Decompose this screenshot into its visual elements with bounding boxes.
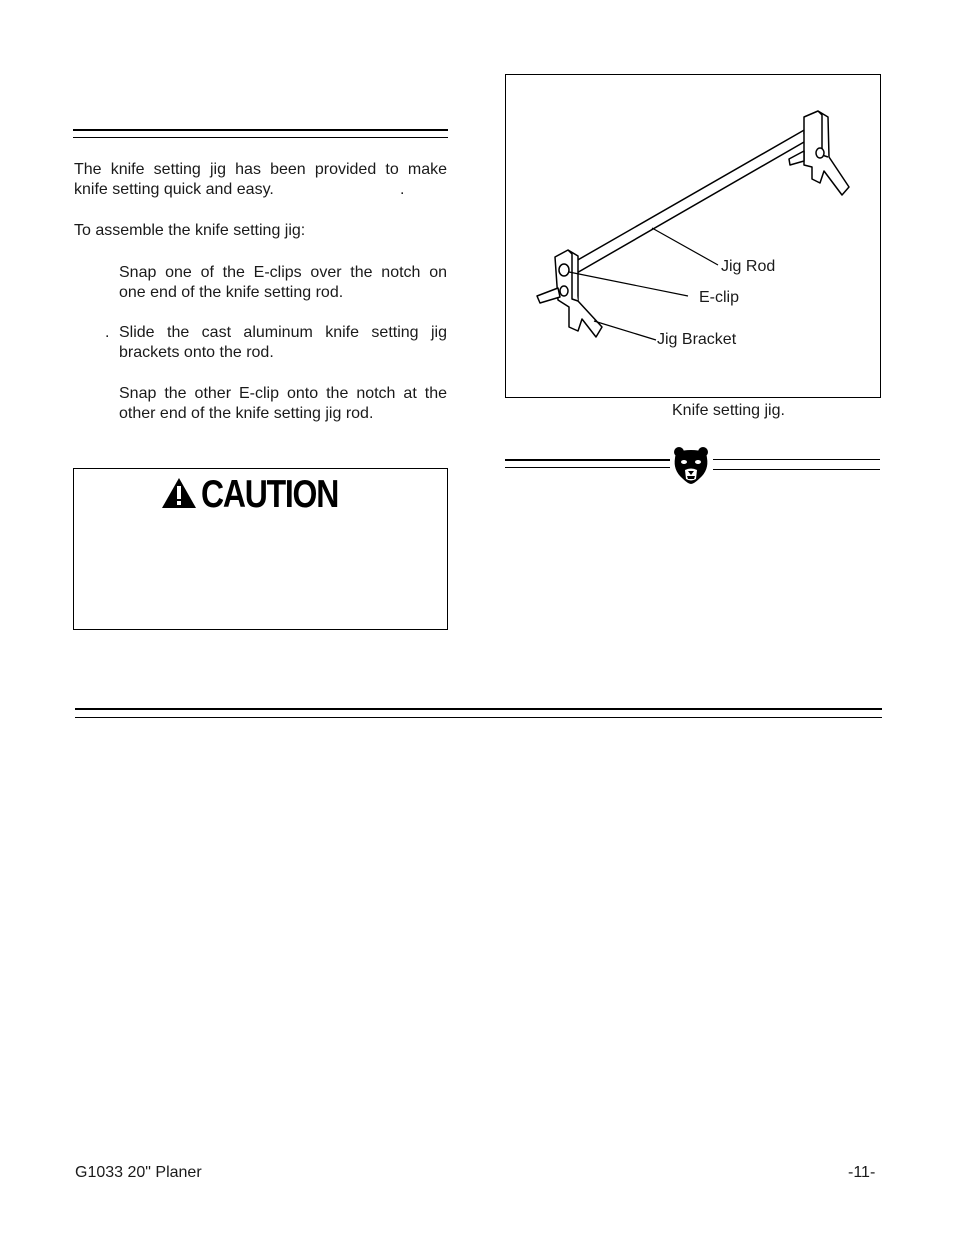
logo-rule-right-thin (713, 469, 880, 470)
intro-line-2 (74, 180, 447, 200)
jig-rod-label: Jig Rod (721, 258, 776, 275)
assemble-heading: To assemble the knife setting jig: (74, 222, 306, 239)
logo-rule-left (505, 459, 670, 461)
step-line: other end of the knife setting jig rod. (119, 405, 374, 422)
figure-caption: Knife setting jig. (672, 402, 785, 419)
section-rule-top (73, 129, 448, 131)
step-number: . (105, 324, 110, 341)
intro-line-2-tail: . (400, 181, 405, 198)
step-line: Slide the cast aluminum knife setting jig (119, 324, 447, 341)
warning-triangle-icon (161, 477, 197, 509)
caution-box (73, 468, 448, 630)
step-line: Snap one of the E-clips over the notch on (119, 264, 447, 281)
jig-bracket-label: Jig Bracket (657, 331, 737, 348)
section-rule-top-thin (73, 137, 448, 138)
logo-rule-left-thin (505, 467, 670, 468)
bear-head-logo-icon (672, 446, 710, 486)
footer-page-number: -11- (848, 1164, 876, 1181)
step-line: brackets onto the rod. (119, 344, 274, 361)
step-line: one end of the knife setting rod. (119, 284, 344, 301)
jig-bracket-right-drawing (789, 111, 849, 195)
jig-rod-drawing (569, 128, 812, 275)
step-line: Snap the other E-clip onto the notch at the (119, 385, 447, 402)
section-rule-full (75, 708, 882, 710)
footer-model: G1033 20" Planer (75, 1164, 202, 1181)
figure-box (505, 74, 881, 398)
intro-line-1: The knife setting jig has been provided to make (74, 161, 447, 178)
intro-line-2-text: knife setting quick and easy. (74, 181, 274, 198)
e-clip-label: E-clip (699, 289, 740, 306)
section-rule-full-thin (75, 717, 882, 718)
logo-rule-right (713, 459, 880, 460)
caution-title: CAUTION (201, 473, 339, 516)
